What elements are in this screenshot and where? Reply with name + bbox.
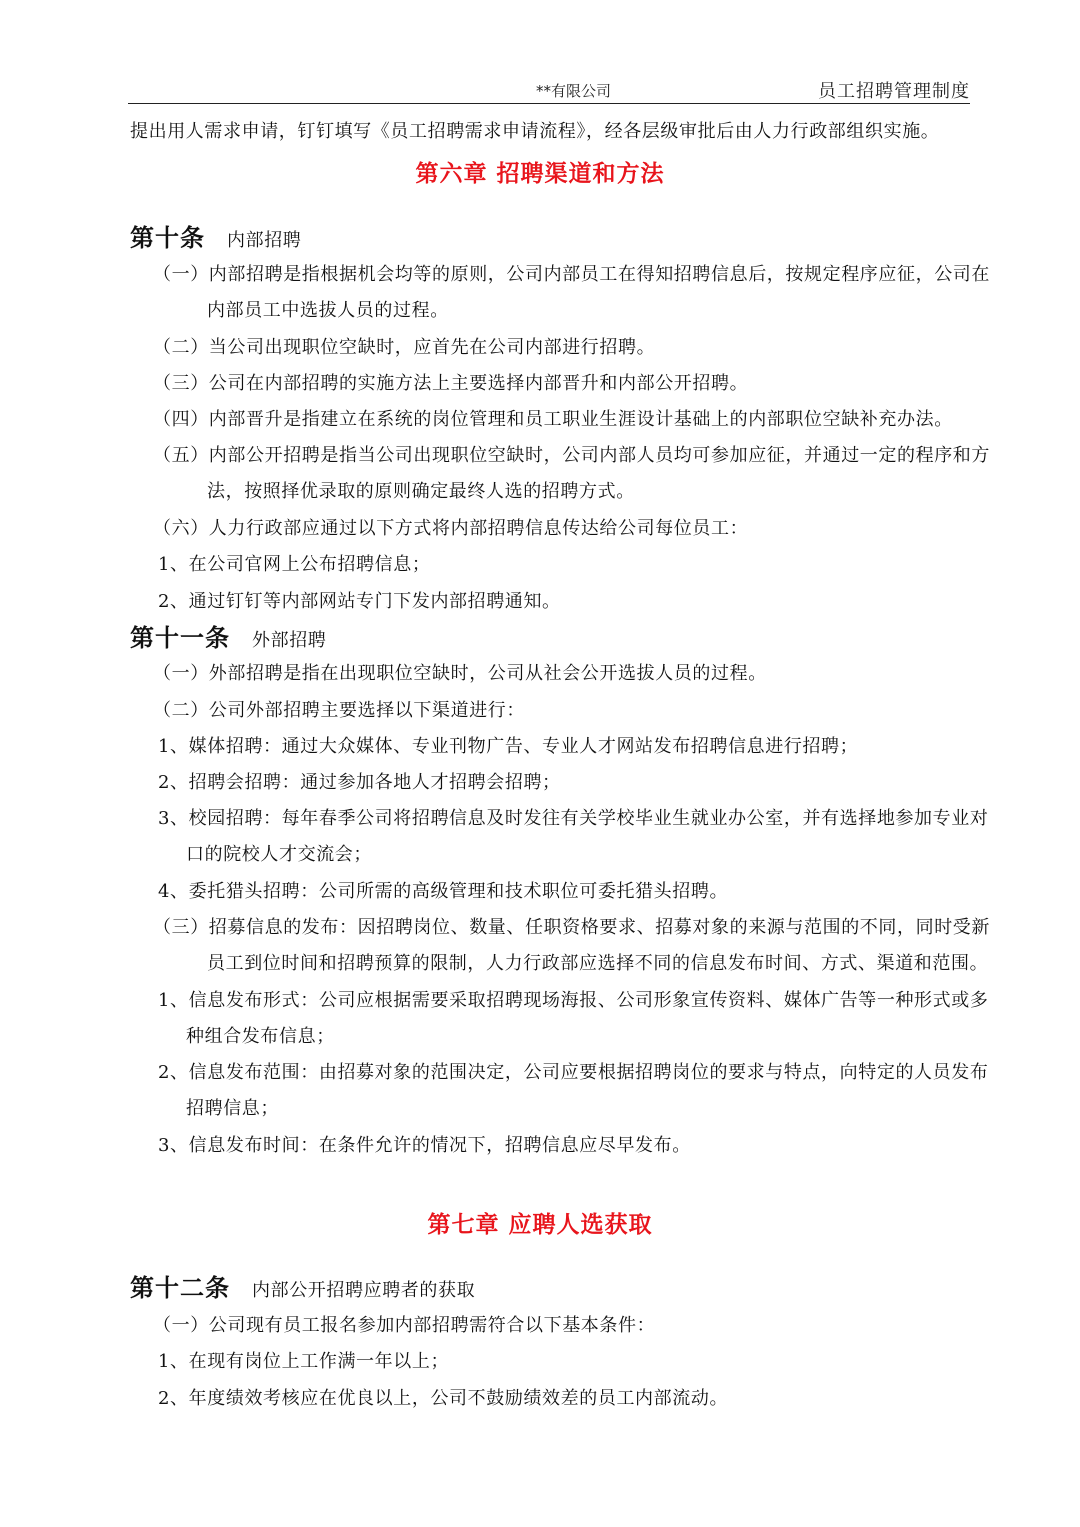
- article-10-p6: （六）人力行政部应通过以下方式将内部招聘信息传达给公司每位员工：: [153, 518, 749, 539]
- article-10-item1: 1、在公司官网上公布招聘信息；: [158, 554, 431, 575]
- article-12-heading: [130, 1268, 475, 1303]
- article-10-label: 第十条: [130, 224, 205, 252]
- article-10-p5-line2: 法，按照择优录取的原则确定最终人选的招聘方式。: [207, 481, 635, 502]
- article-11-label: 第十一条: [130, 624, 230, 652]
- article-10-heading: [130, 218, 301, 253]
- article-11-sub3: 3、信息发布时间：在条件允许的情况下，招聘信息应尽早发布。: [158, 1135, 691, 1156]
- article-11-p3-line2: 员工到位时间和招聘预算的限制，人力行政部应选择不同的信息发布时间、方式、渠道和范围。: [207, 953, 989, 974]
- article-10-item2: 2、通过钉钉等内部网站专门下发内部招聘通知。: [158, 591, 561, 612]
- article-12-p1: （一）公司现有员工报名参加内部招聘需符合以下基本条件：: [153, 1315, 656, 1336]
- article-11-p3-line1: （三）招募信息的发布：因招聘岗位、数量、任职资格要求、招募对象的来源与范围的不同，同时受新: [153, 917, 990, 938]
- intro-paragraph: 提出用人需求申请，钉钉填写《员工招聘需求申请流程》，经各层级审批后由人力行政部组织实施。: [130, 121, 940, 142]
- article-10-p5-line1: （五）内部公开招聘是指当公司出现职位空缺时，公司内部人员均可参加应征，并通过一定的程序和方: [153, 445, 990, 466]
- article-11-item3-line2: 口的院校人才交流会；: [186, 844, 372, 865]
- article-11-heading: [130, 618, 326, 653]
- article-11-item4: 4、委托猎头招聘：公司所需的高级管理和技术职位可委托猎头招聘。: [158, 881, 729, 902]
- article-10-p2: （二）当公司出现职位空缺时，应首先在公司内部进行招聘。: [153, 337, 656, 358]
- article-10-p4: （四）内部晋升是指建立在系统的岗位管理和员工职业生涯设计基础上的内部职位空缺补充办法。: [153, 409, 953, 430]
- chapter-6-heading: 第六章 招聘渠道和方法: [415, 161, 665, 187]
- article-11-item3-line1: 3、校园招聘：每年春季公司将招聘信息及时发往有关学校毕业生就业办公室，并有选择地参加专业对: [158, 808, 989, 829]
- chapter-7-heading: 第七章 应聘人选获取: [427, 1212, 653, 1238]
- article-12-item1: 1、在现有岗位上工作满一年以上；: [158, 1351, 450, 1372]
- article-12-title: 内部公开招聘应聘者的获取: [252, 1280, 476, 1301]
- article-11-p1: （一）外部招聘是指在出现职位空缺时，公司从社会公开选拔人员的过程。: [153, 663, 767, 684]
- article-11-sub2-line2: 招聘信息；: [186, 1098, 279, 1119]
- article-11-title: 外部招聘: [252, 630, 327, 651]
- article-12-item2: 2、年度绩效考核应在优良以上，公司不鼓励绩效差的员工内部流动。: [158, 1388, 729, 1409]
- article-10-p1-line1: （一）内部招聘是指根据机会均等的原则，公司内部员工在得知招聘信息后，按规定程序应征，公司在: [153, 264, 990, 285]
- article-10-p1-line2: 内部员工中选拔人员的过程。: [207, 300, 449, 321]
- header-doc-title: 员工招聘管理制度: [818, 81, 970, 102]
- article-11-sub1-line1: 1、信息发布形式：公司应根据需要采取招聘现场海报、公司形象宣传资料、媒体广告等一种形式或多: [158, 990, 989, 1011]
- article-12-label: 第十二条: [130, 1274, 230, 1302]
- page-header: [128, 76, 970, 104]
- article-11-item1: 1、媒体招聘：通过大众媒体、专业刊物广告、专业人才网站发布招聘信息进行招聘；: [158, 736, 859, 757]
- article-11-sub1-line2: 种组合发布信息；: [186, 1026, 335, 1047]
- article-11-sub2-line1: 2、信息发布范围：由招募对象的范围决定，公司应要根据招聘岗位的要求与特点，向特定的人员发布: [158, 1062, 989, 1083]
- article-11-item2: 2、招聘会招聘：通过参加各地人才招聘会招聘；: [158, 772, 561, 793]
- article-10-p3: （三）公司在内部招聘的实施方法上主要选择内部晋升和内部公开招聘。: [153, 373, 749, 394]
- header-company: **有限公司: [536, 82, 612, 100]
- article-10-title: 内部招聘: [227, 230, 302, 251]
- article-11-p2: （二）公司外部招聘主要选择以下渠道进行：: [153, 700, 525, 721]
